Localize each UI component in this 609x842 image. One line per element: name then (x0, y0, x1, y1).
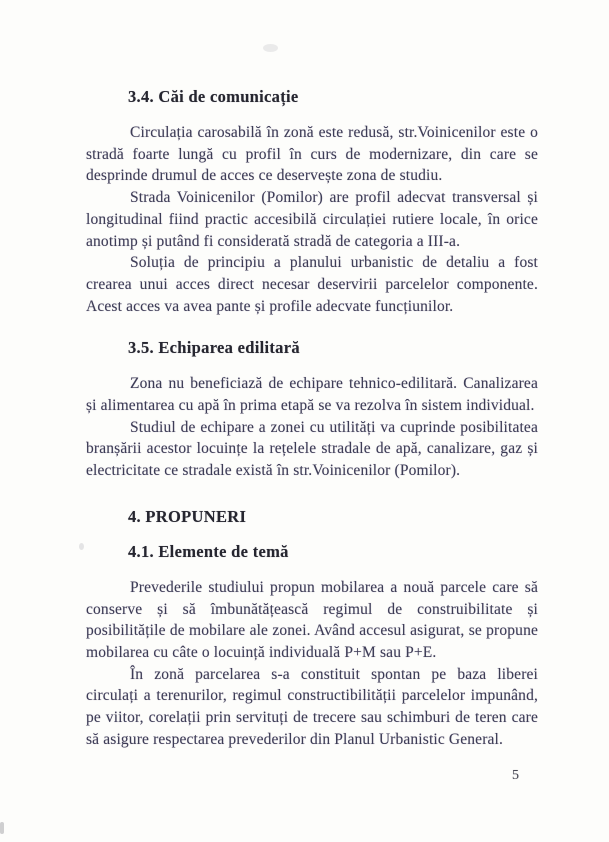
scan-artifact-margin-dot (79, 543, 84, 550)
paragraph: În zonă parcelarea s-a constituit spontan pe baza liberei circulați a terenurilor, regimul constructibilității parcelelor impunând, pe viitor, corelații prin servituți de trecere sau schimburi de teren care să asigure respectarea prevederilor din Planul Urbanistic General. (86, 665, 538, 748)
section-heading-propuneri: 4. PROPUNERI (128, 506, 247, 526)
section-heading-elemente-de-tema: 4.1. Elemente de temă (128, 541, 289, 561)
scan-artifact-left-edge (0, 822, 4, 834)
paragraph: Prevederile studiului propun mobilarea a nouă parcele care să conserve și să îmbunătățească regimul de construibilitate și posibilitățile de mobilare ale zonei. Având accesul asigurat, se propune mobilarea cu câte o locuință individuală P+M sau P+E. (86, 578, 538, 661)
page-number: 5 (512, 768, 519, 783)
scan-artifact-top-smudge (263, 44, 278, 52)
page-content (86, 88, 538, 750)
paragraph: Soluția de principiu a planului urbanistic de detaliu a fost crearea unui acces direct necesar deservirii parcelelor componente. Acest acces va avea pante și profile adecvate funcțiunilor. (86, 254, 538, 315)
paragraph: Zona nu beneficiază de echipare tehnico-edilitară. Canalizarea și alimentarea cu apă în prima etapă se va rezolva în sistem individual. (86, 375, 538, 415)
paragraph: Circulația carosabilă în zonă este redusă, str.Voinicenilor este o stradă foarte lungă cu profil în curs de modernizare, din care se desprinde drumul de acces ce deservește zona de studiu. (86, 124, 538, 185)
section-heading-echiparea-edilitara: 3.5. Echiparea edilitară (128, 338, 300, 358)
paragraph: Studiul de echipare a zonei cu utilități va cuprinde posibilitatea branșării acestor locuințe la rețelele stradale de apă, canalizare, gaz și electricitate ce stradale există în str.Voinicenilor (Pomilor). (86, 418, 538, 480)
paragraph: Strada Voinicenilor (Pomilor) are profil adecvat transversal și longitudinal fiind practic accesibilă circulației rutiere locale, în orice anotimp și putând fi considerată stradă de categoria a III-a. (86, 189, 538, 250)
section-heading-cai-de-comunicatie: 3.4. Căi de comunicație (128, 87, 299, 106)
